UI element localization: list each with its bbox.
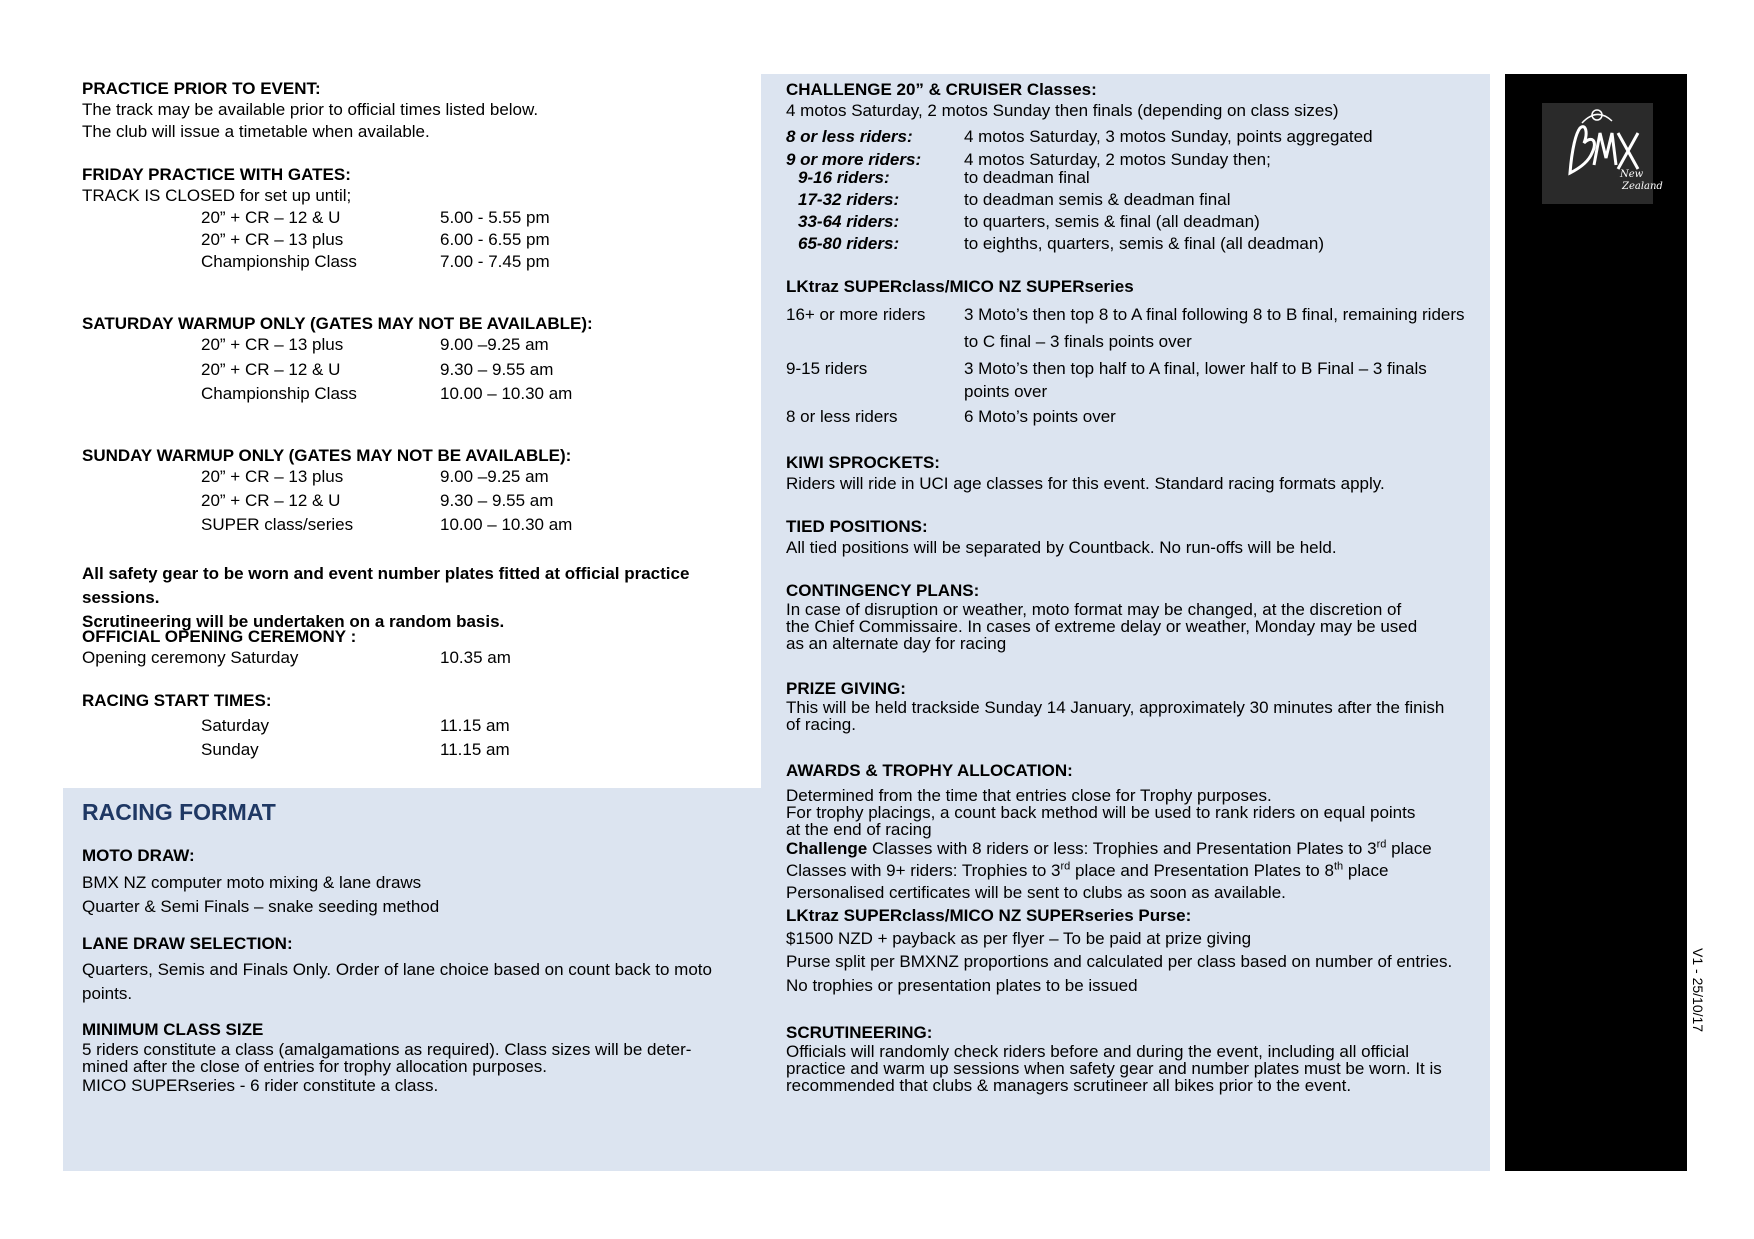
schedule-row: Championship Class 10.00 – 10.30 am — [201, 384, 573, 404]
schedule-row: 20” + CR – 12 & U 5.00 - 5.55 pm — [201, 207, 550, 227]
purse-title: LKtraz SUPERclass/MICO NZ SUPERseries Purse: — [786, 905, 1192, 925]
side-bar — [1505, 74, 1687, 1171]
friday-title: FRIDAY PRACTICE WITH GATES: — [82, 165, 351, 184]
contingency-section: CONTINGENCY PLANS: In case of disruption or weather, moto format may be changed, at the discretion of the Chief Commissaire. In cases of extreme delay or weather, Monday may be used as an alternate day for racing — [786, 580, 1486, 652]
challenge-row: 17-32 riders: to deadman semis & deadman final — [798, 189, 1231, 209]
tied-title: TIED POSITIONS: — [786, 517, 928, 536]
schedule-row: SUPER class/series 10.00 – 10.30 am — [201, 515, 573, 535]
schedule-row: 20” + CR – 12 & U 9.30 – 9.55 am — [201, 491, 554, 511]
challenge-row: 9-16 riders: to deadman final — [798, 167, 1090, 187]
left-column — [82, 78, 762, 142]
sunday-title: SUNDAY WARMUP ONLY (GATES MAY NOT BE AVAILABLE): — [82, 446, 572, 465]
practice-title: PRACTICE PRIOR TO EVENT: — [82, 79, 321, 98]
racing-format-title: RACING FORMAT — [82, 799, 276, 825]
start-time-row: Saturday 11.15 am — [201, 716, 510, 736]
friday-section — [82, 164, 762, 273]
challenge-section: CHALLENGE 20” & CRUISER Classes: 4 motos Saturday, 2 motos Sunday then finals (depending on class sizes) 8 or less riders: 4 motos Saturday, 3 motos Sunday, points aggregated 9 or more riders: 4 motos Saturday, 2 motos Sunday then; 9-16 riders: to deadman final 17-32 riders: to deadman semis & deadman final 33-64 riders: to quarters, semis & final (all deadman) 65-80 riders: to eighths, quarters, semis & final (all deadman) — [786, 79, 1486, 255]
logo-text-new: New — [1620, 169, 1644, 180]
contingency-title: CONTINGENCY PLANS: — [786, 581, 980, 600]
lktraz-row: 8 or less riders 6 Moto’s points over — [786, 407, 1116, 427]
challenge-title: CHALLENGE 20” & CRUISER Classes: — [786, 80, 1097, 99]
lktraz-title: LKtraz SUPERclass/MICO NZ SUPERseries — [786, 277, 1134, 296]
kiwi-section: KIWI SPROCKETS: Riders will ride in UCI age classes for this event. Standard racing formats apply. — [786, 452, 1486, 495]
lktraz-row: 9-15 riders 3 Moto’s then top half to A final, lower half to B Final – 3 finals points over — [786, 359, 1427, 402]
safety-notice: All safety gear to be worn and event number plates fitted at official practice sessions. Scrutineering will be undertaken on a random basis. — [82, 564, 690, 631]
prize-title: PRIZE GIVING: — [786, 679, 906, 698]
schedule-row: 20” + CR – 12 & U 9.30 – 9.55 am — [201, 360, 554, 380]
friday-note: TRACK IS CLOSED for set up until; — [82, 186, 352, 206]
min-class-title: MINIMUM CLASS SIZE — [82, 1020, 264, 1040]
kiwi-title: KIWI SPROCKETS: — [786, 453, 940, 472]
prize-section: PRIZE GIVING: This will be held trackside Sunday 14 January, approximately 30 minutes after the finish of racing. — [786, 678, 1486, 733]
opening-section — [82, 626, 762, 669]
awards-section: AWARDS & TROPHY ALLOCATION: Determined from the time that entries close for Trophy purposes. For trophy placings, a count back method will be used to rank riders on equal points at the end of racing Challenge Classes with 8 riders or less: Trophies and Presentation Plates to 3rd place Classes with 9+ riders: Trophies to 3rd place and Presentation Plates to 8th place Personalised certificates will be sent to clubs as soon as available. LKtraz SUPERclass/MICO NZ SUPERseries Purse: $1500 NZD + payback as per flyer – To be paid at prize giving Purse split per BMXNZ proportions and calculated per class based on number of entries. No trophies or presentation plates to be issued — [786, 760, 1486, 998]
schedule-row: 20” + CR – 13 plus 6.00 - 6.55 pm — [201, 229, 550, 249]
racing-format-section: RACING FORMAT MOTO DRAW: BMX NZ computer moto mixing & lane draws Quarter & Semi Finals – snake seeding method LANE DRAW SELECTION: Quarters, Semis and Finals Only. Order of lane choice based on count back to moto points. MINIMUM CLASS SIZE 5 riders constitute a class (amalgamations as required). Class sizes will be deter- mined after the close of entries for trophy allocation purposes. MICO SUPERseries - 6 rider constitute a class. — [82, 798, 742, 1097]
start-times-title: RACING START TIMES: — [82, 691, 272, 710]
opening-title: OFFICIAL OPENING CEREMONY : — [82, 627, 357, 646]
lktraz-row: 16+ or more riders 3 Moto’s then top 8 to A final following 8 to B final, remaining riders to C final – 3 finals points over — [786, 305, 1465, 352]
opening-row: Opening ceremony Saturday 10.35 am — [82, 648, 511, 668]
lktraz-section — [786, 276, 1486, 428]
scrutineering-section: SCRUTINEERING: Officials will randomly check riders before and during the event, including all official practice and warm up sessions when safety gear and number plates must be worn. It is recommended that clubs & managers scrutineer all bikes prior to the event. — [786, 1022, 1486, 1094]
awards-challenge-line: Challenge Classes with 8 riders or less: Trophies and Presentation Plates to 3rd place — [786, 838, 1432, 859]
sunday-section — [82, 445, 762, 538]
logo-text-zealand: Zealand — [1622, 181, 1663, 192]
schedule-row: 20” + CR – 13 plus 9.00 –9.25 am — [201, 467, 549, 487]
tied-section: TIED POSITIONS: All tied positions will be separated by Countback. No run-offs will be held. — [786, 516, 1486, 559]
version-label: V1 - 25/10/17 — [1690, 948, 1706, 1033]
challenge-row: 8 or less riders: 4 motos Saturday, 3 motos Sunday, points aggregated — [786, 126, 1373, 146]
start-time-row: Sunday 11.15 am — [201, 740, 510, 760]
scrutineering-title: SCRUTINEERING: — [786, 1023, 933, 1042]
start-times-section — [82, 690, 762, 763]
challenge-row: 65-80 riders: to eighths, quarters, semis & final (all deadman) — [798, 233, 1325, 253]
challenge-row: 33-64 riders: to quarters, semis & final (all deadman) — [798, 211, 1260, 231]
awards-nine-line: Classes with 9+ riders: Trophies to 3rd place and Presentation Plates to 8th place — [786, 860, 1389, 881]
challenge-row: 9 or more riders: 4 motos Saturday, 2 motos Sunday then; — [786, 149, 1271, 169]
bmx-nz-logo — [1542, 103, 1663, 204]
schedule-row: Championship Class 7.00 - 7.45 pm — [201, 251, 550, 271]
lane-draw-title: LANE DRAW SELECTION: — [82, 933, 293, 953]
moto-draw-title: MOTO DRAW: — [82, 845, 195, 865]
awards-title: AWARDS & TROPHY ALLOCATION: — [786, 761, 1073, 780]
schedule-row: 20” + CR – 13 plus 9.00 –9.25 am — [201, 335, 549, 355]
saturday-title: SATURDAY WARMUP ONLY (GATES MAY NOT BE AVAILABLE): — [82, 314, 593, 333]
saturday-section — [82, 313, 762, 407]
practice-line: The club will issue a timetable when available. — [82, 121, 430, 141]
practice-line: The track may be available prior to official times listed below. — [82, 100, 539, 120]
